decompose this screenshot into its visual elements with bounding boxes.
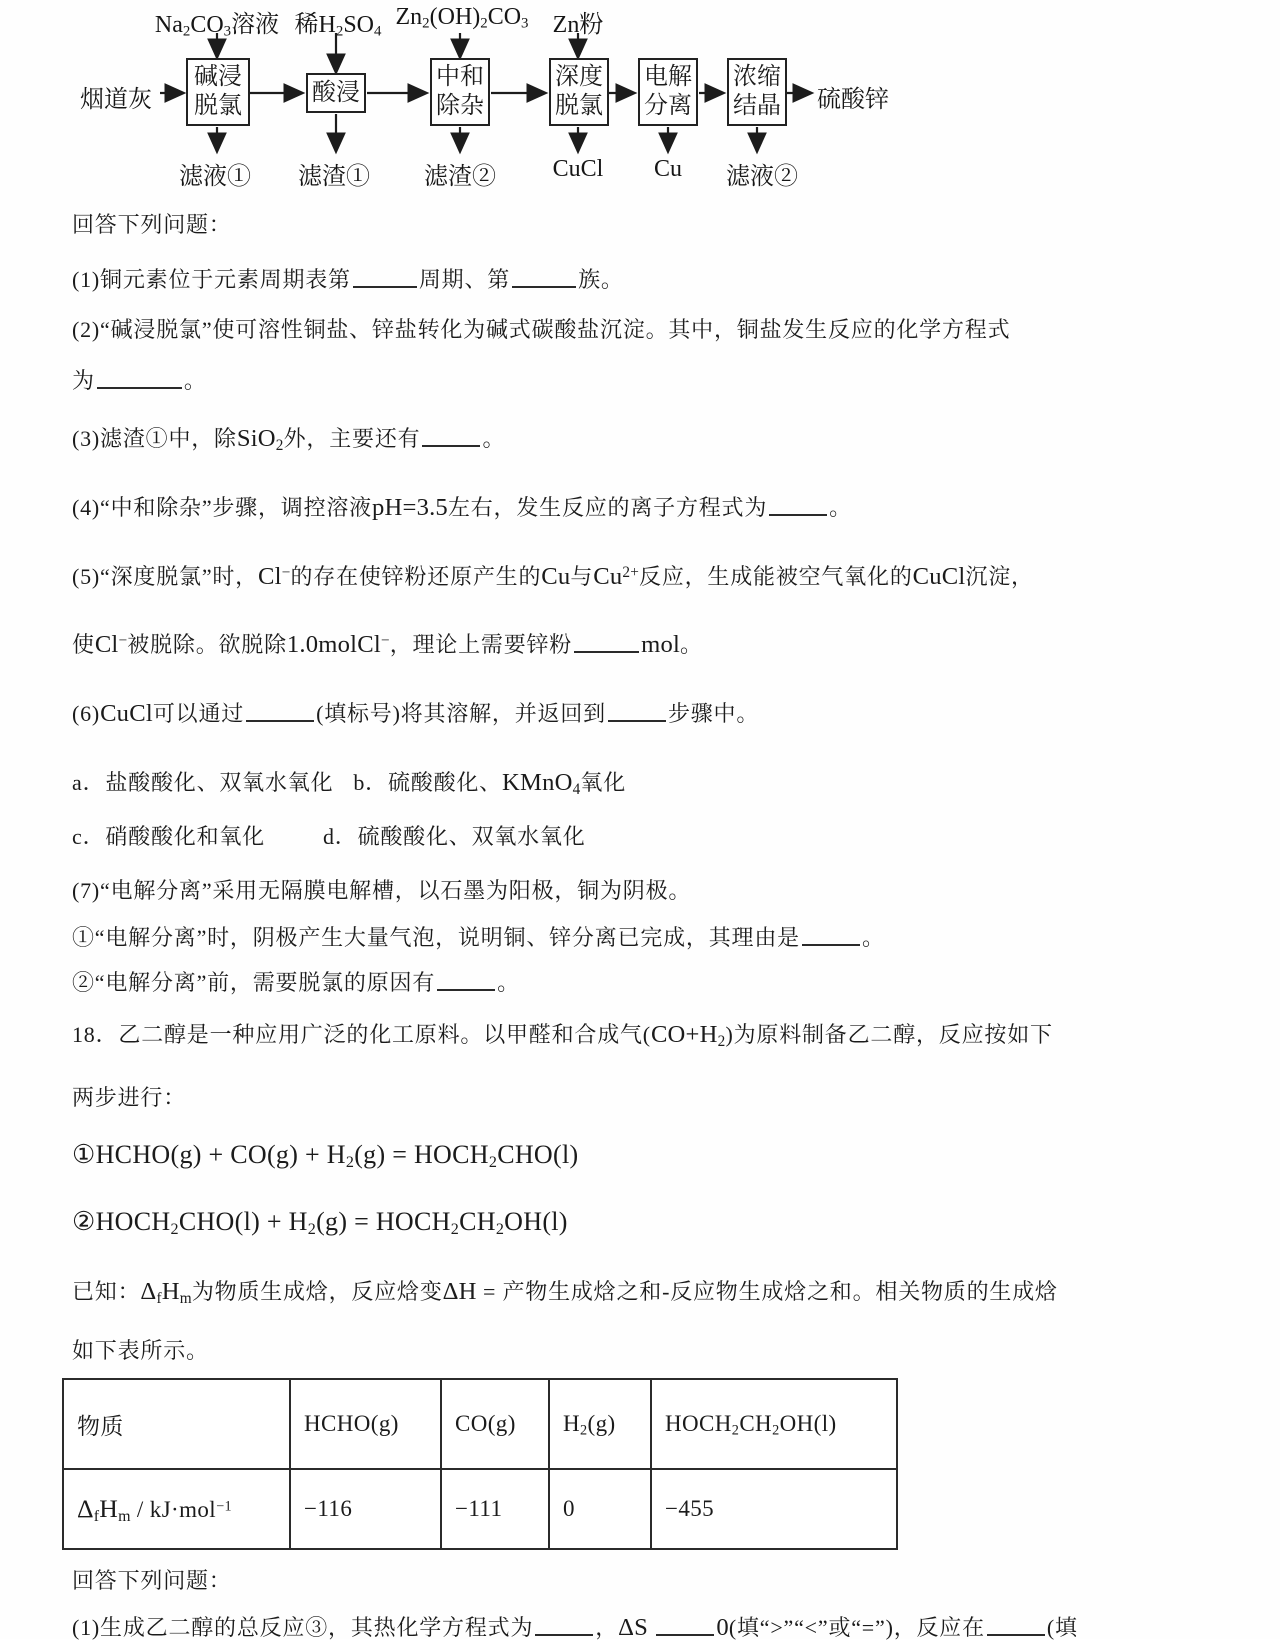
flow-step-acid-leach: 酸浸 (306, 73, 366, 113)
question-5-line1: (5)“深度脱氯”时，Cl−的存在使锌粉还原产生的Cu与$Cu^{2+}$反应，生成能被空气氧化的CuCl沉淀， (72, 563, 1034, 590)
question-1: (1)铜元素位于元素周期表第 周期、第 族。 (72, 267, 624, 292)
question-6: (6)CuCl可以通过 (填标号)将其溶解，并返回到 步骤中。 (72, 700, 760, 727)
question-2-line2: 为 。 (72, 368, 207, 393)
header-substance: 物质 (63, 1379, 290, 1469)
fill-in-blank (656, 1634, 714, 1636)
value-h2: 0 (549, 1469, 651, 1549)
reagent-zn2oh2co3: $Zn_2(OH)_2CO_3$ (395, 4, 529, 32)
question-18-line2: 两步进行： (72, 1085, 187, 1110)
output-filtrate-1: 滤液① (179, 164, 251, 190)
header-hcho: HCHO(g) (290, 1379, 441, 1469)
output-filtrate-2: 滤液② (726, 164, 798, 190)
process-flowchart (0, 0, 1280, 195)
known-info-line2: 如下表所示。 (72, 1338, 209, 1363)
question-2-line1: (2)“碱浸脱氯”使可溶性铜盐、锌盐转化为碱式碳酸盐沉淀。其中，铜盐发生反应的化学方程式 (72, 317, 1011, 342)
fill-in-blank (437, 989, 495, 991)
fill-in-blank (97, 387, 182, 389)
fill-in-blank (512, 286, 576, 288)
question-7: (7)“电解分离”采用无隔膜电解槽，以石墨为阳极，铜为阴极。 (72, 878, 692, 903)
fill-in-blank (535, 1634, 593, 1636)
options-row-ab (72, 766, 626, 797)
equation-1: ①HCHO(g) + $CO(g) + H_2(g)$ = $HOCH_2CHO(l)$ (72, 1140, 579, 1172)
option-d: d．硫酸酸化、双氧水氧化 (322, 824, 586, 849)
equation-2: $②HOCH_2CHO(l) + H_2(g)$ = $HOCH_2CH_2OH(l)$ (72, 1207, 568, 1239)
reagent-zn-powder: Zn粉 (552, 12, 604, 38)
reagent-h2so4: 稀$H_2SO_4$ (294, 12, 382, 40)
fill-in-blank (802, 944, 860, 946)
question-18-line1: 18．乙二醇是一种应用广泛的化工原料。以甲醛和合成气$(CO+H_2)$为原料制备乙二醇，反应按如下 (72, 1021, 1053, 1050)
flow-product-label: 硫酸锌 (817, 87, 889, 113)
option-c: c．硝酸酸化和氧化 (72, 824, 265, 849)
flow-step-alkali-leach: 碱浸脱氯 (186, 58, 250, 126)
fill-in-blank (353, 286, 417, 288)
header-glycol: $HOCH_2CH_2OH(l)$ (651, 1379, 897, 1469)
value-glycol: −455 (651, 1469, 897, 1549)
header-h2: $H_2(g)$ (549, 1379, 651, 1469)
fill-in-blank (769, 514, 827, 516)
row-label-enthalpy: $\Delta_fH_m / kJ\cdot mol^{-1}$ (63, 1469, 290, 1549)
question-4: (4)“中和除杂”步骤，调控溶液pH=3.5左右，发生反应的离子方程式为 。 (72, 494, 852, 521)
answer-prompt-2: 回答下列问题： (72, 1568, 232, 1593)
output-cucl: CuCl (552, 156, 604, 182)
answer-prompt: 回答下列问题： (72, 212, 232, 237)
question-3: (3)滤渣①中，除SiO$_2$外，主要还有 。 (72, 425, 506, 454)
question-18-sub1: (1)生成乙二醇的总反应③，其热化学方程式为 ，ΔS 0(填“>”“<”或“=”)，反应在 (填 (72, 1614, 1078, 1641)
output-residue-2: 滤渣② (424, 164, 496, 190)
reagent-na2co3: $Na_2CO_3$溶液 (154, 12, 280, 40)
option-b: b．硫酸酸化、KMnO$_4$氧化 (353, 769, 627, 798)
output-cu: Cu (653, 156, 683, 182)
value-hcho: −116 (290, 1469, 441, 1549)
flow-step-deep-dechlorinate: 深度脱氯 (549, 58, 609, 126)
flow-step-concentrate: 浓缩结晶 (727, 58, 787, 126)
question-5-line2: 使Cl−被脱除。欲脱除1.0molCl−，理论上需要锌粉 mol。 (72, 631, 703, 658)
fill-in-blank (422, 445, 480, 447)
fill-in-blank (608, 720, 666, 722)
output-residue-1: 滤渣① (298, 164, 370, 190)
table-header-row (63, 1379, 897, 1469)
option-a: a．盐酸酸化、双氧水氧化 (72, 770, 334, 795)
fill-in-blank (574, 651, 639, 653)
flow-source-label: 烟道灰 (80, 87, 152, 113)
fill-in-blank (987, 1634, 1045, 1636)
formation-enthalpy-table (62, 1378, 898, 1550)
flow-step-neutralize: 中和除杂 (430, 58, 490, 126)
value-co: −111 (441, 1469, 549, 1549)
table-value-row (63, 1469, 897, 1549)
question-7-sub1: ①“电解分离”时，阴极产生大量气泡，说明铜、锌分离已完成，其理由是 。 (72, 925, 885, 950)
question-7-sub2: ②“电解分离”前，需要脱氯的原因有 。 (72, 970, 520, 995)
known-info-line1: 已知：$\Delta_fH_m$为物质生成焓，反应焓变ΔH = 产物生成焓之和-反应物生成焓之和。相关物质的生成焓 (72, 1278, 1058, 1307)
options-row-cd (72, 820, 586, 851)
flow-step-electrolyze: 电解分离 (638, 58, 698, 126)
fill-in-blank (246, 720, 314, 722)
header-co: CO(g) (441, 1379, 549, 1469)
